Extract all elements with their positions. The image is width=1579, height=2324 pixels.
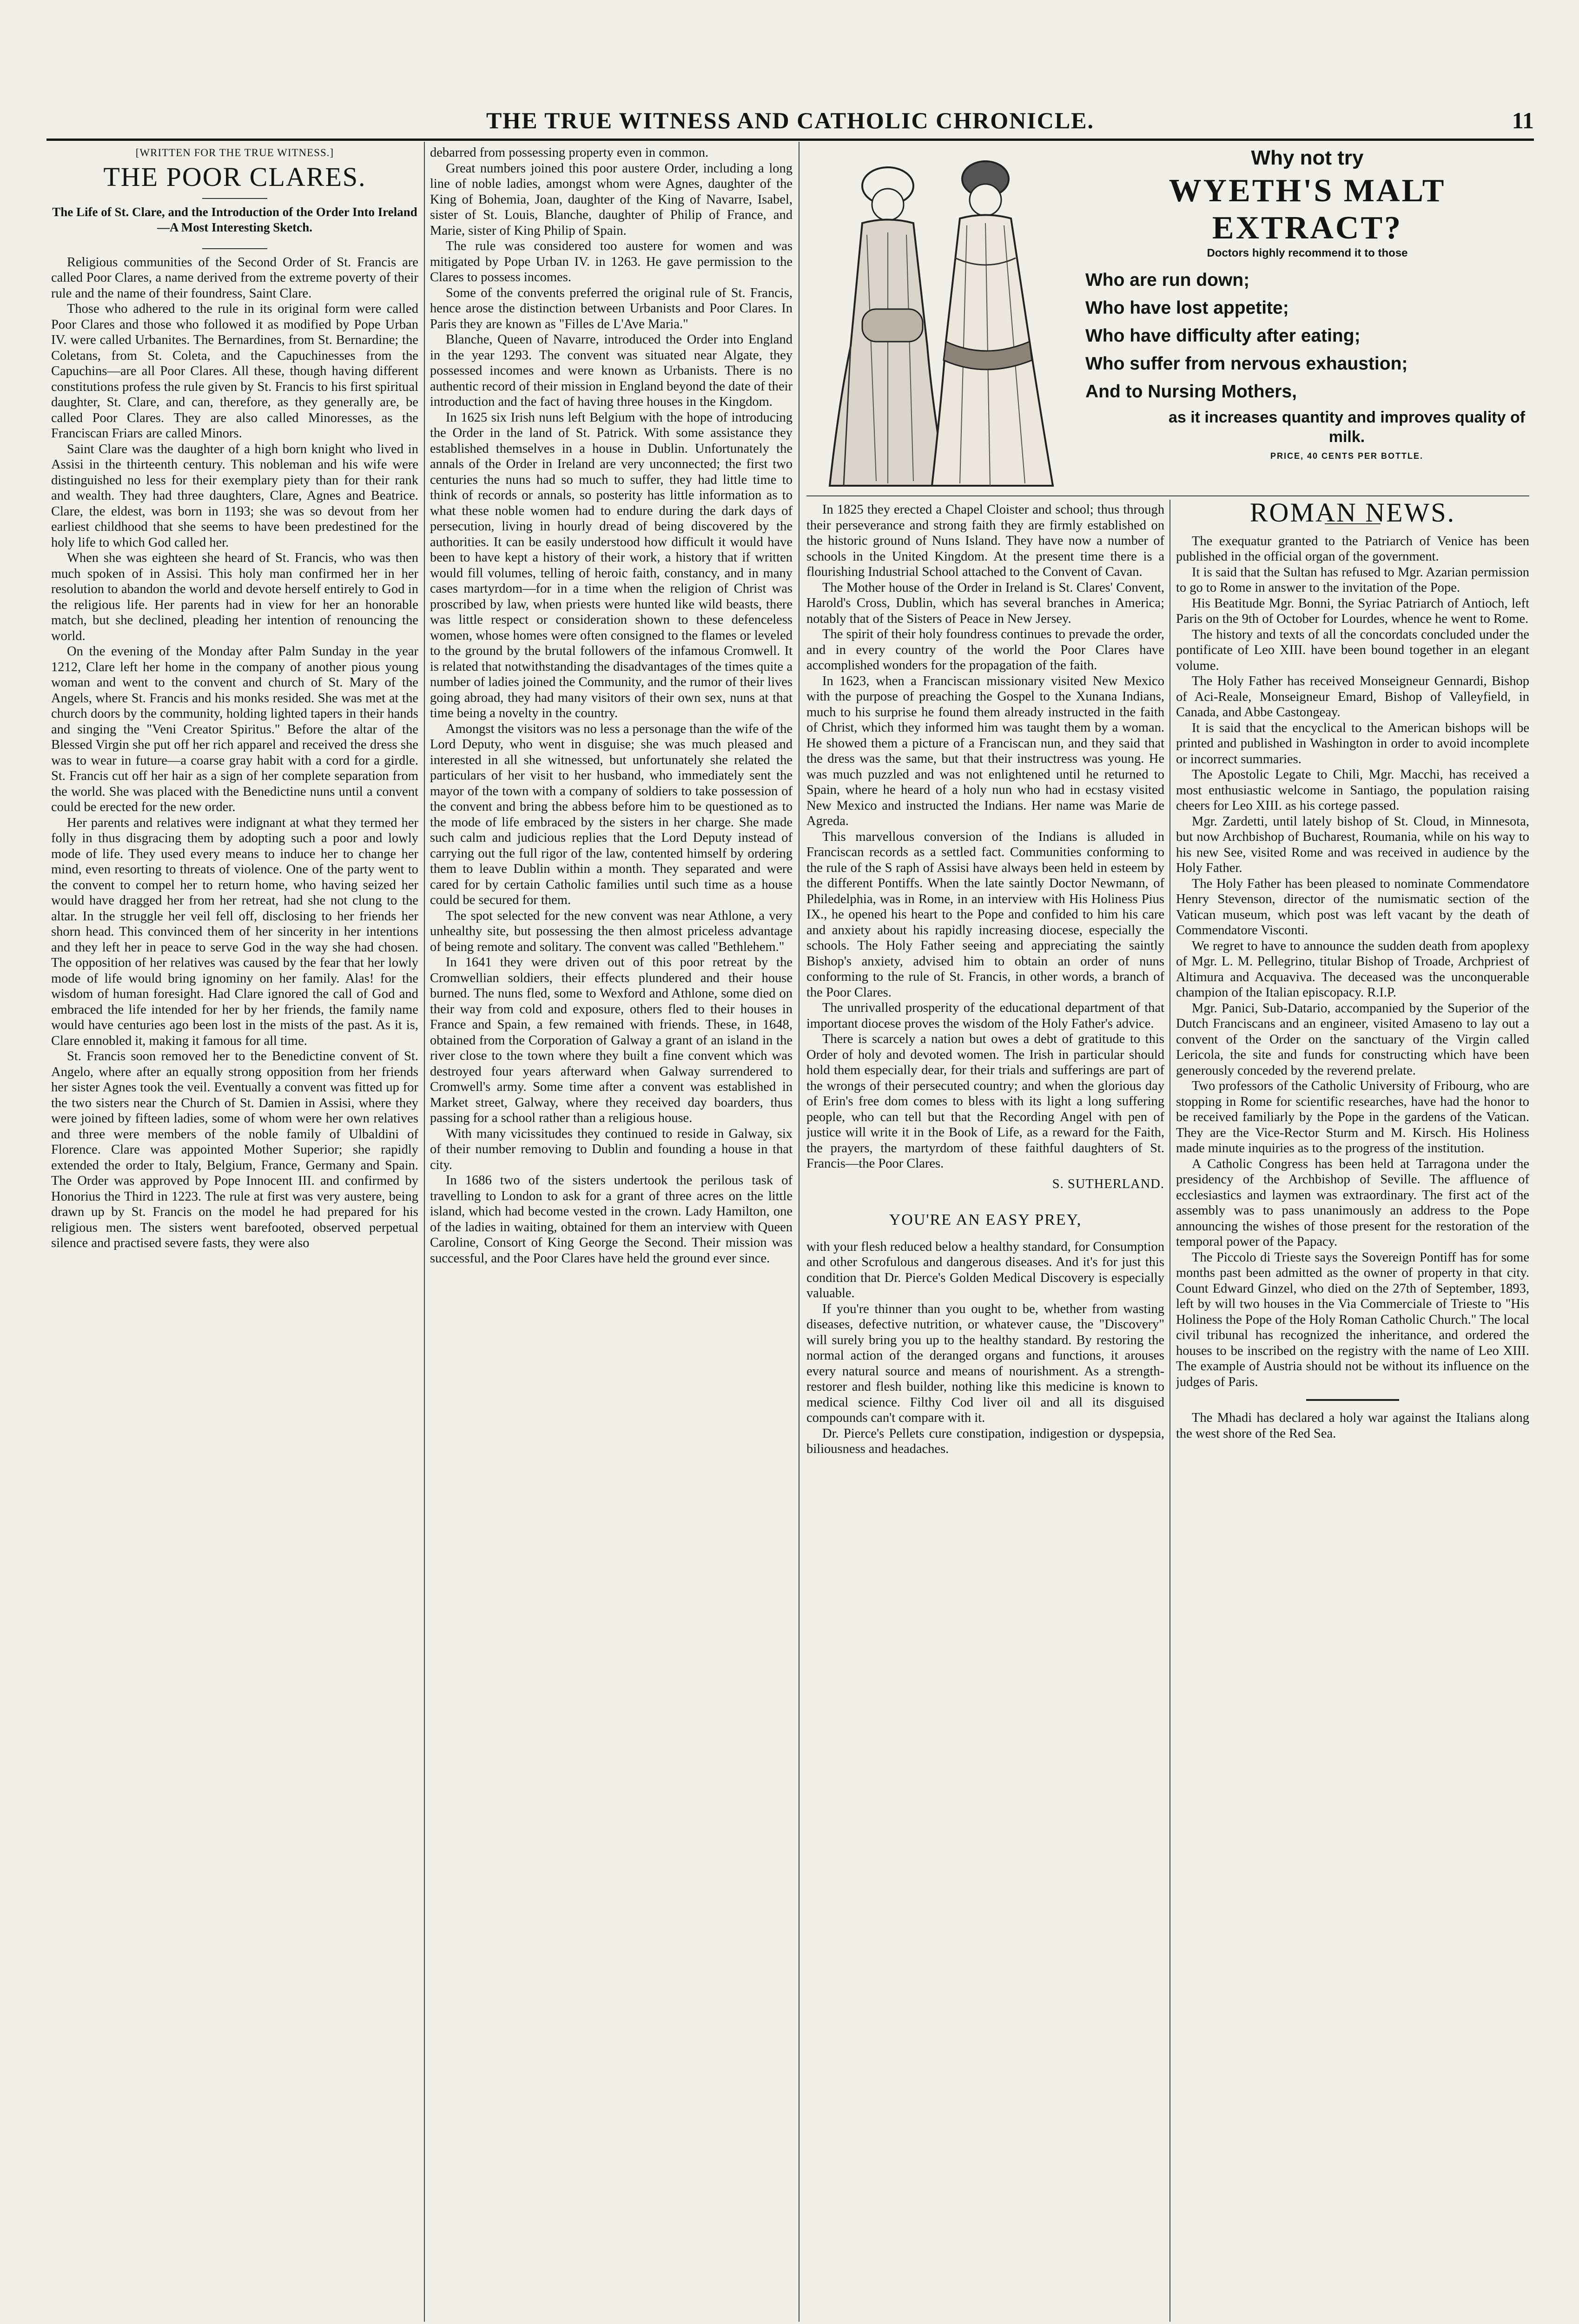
news-item: The Mhadi has declared a holy war against the Italians along the west shore of the Red Sea.: [1176, 1411, 1529, 1441]
ad-list-item: And to Nursing Mothers,: [1085, 382, 1297, 402]
ad-list-item: Who have difficulty after eating;: [1085, 326, 1361, 346]
paragraph: debarred from possessing property even in common.: [430, 145, 709, 160]
article-credit: [WRITTEN FOR THE TRUE WITNESS.]: [135, 147, 334, 158]
ad-text: [1085, 142, 1529, 461]
ad-price: PRICE, 40 CENTS PER BOTTLE.: [1270, 451, 1424, 461]
paragraph: In 1825 they erected a Chapel Cloister and school; thus through their perseverance and strong faith they are firmly established on the historic ground of Nuns Island. They have now a number of schools in the United Kingdom. At the present time there is a flourishing Industrial School attached to the Convent of Cavan.: [806, 502, 1164, 579]
ad-note: as it increases quantity and improves quality of milk.: [1168, 409, 1526, 446]
news-item: The Holy Father has been pleased to nominate Commendatore Henry Stevenson, director of the numismatic section of the Vatican museum, which post was left vacant by the death of Commendatore Visconti.: [1176, 876, 1529, 938]
column-3: [806, 502, 1164, 2324]
section-end-rule: [1306, 1399, 1399, 1401]
paragraph: Saint Clare was the daughter of a high born knight who lived in Assisi in the thirteenth century. This nobleman and his wife were distinguished no less for their exemplary piety than for their rank and wealth. They had three daughters, Clare, Agnes and Beatrice. Clare, the eldest, was born in 1193; she was so devout from her earliest childhood that she seems to have been predestined for the holy life to which God called her.: [51, 442, 418, 550]
paragraph: Religious communities of the Second Order of St. Francis are called Poor Clares, a name derived from the extreme poverty of their rule and the name of their foundress, Saint Clare.: [51, 255, 418, 301]
ad-list-item: Who suffer from nervous exhaustion;: [1085, 354, 1408, 374]
column-1: [51, 145, 418, 2324]
paragraph: The unrivalled prosperity of the educational department of that important diocese proves the wisdom of the Holy Father's advice.: [806, 1001, 1164, 1031]
paragraph: In 1641 they were driven out of this poor retreat by the Cromwellian soldiers, their effects plundered and their house burned. The nuns fled, some to Wexford and Athlone, some died on their way from cold and exposure, others fled to their houses in France and Spain, a few remained with friends. These, in 1648, obtained from the Corporation of Galway a grant of an island in the river close to the town where they built a fine convent which was destroyed four years afterward when Galway surrendered to Cromwell's army. Some time after a convent was established in Market street, Galway, where they received day boarders, thus passing for a school rather than a religious house.: [430, 955, 793, 1125]
header-rule: [46, 139, 1534, 141]
news-item: The Piccolo di Trieste says the Sovereign Pontiff has for some months past been admitted as the owner of property in that city. Count Edward Ginzel, who died on the 27th of September, 1893, left by will two houses in the Via Commerciale of Trieste to "His Holiness the Pope of the Holy Roman Catholic Church." The local civil tribunal has recognized the inheritance, and ordered the houses to be inscribed on the registry with the name of Leo XIII. The example of Austria should not be without its influence on the judges of Paris.: [1176, 1250, 1529, 1389]
paragraph: with your flesh reduced below a healthy standard, for Consumption and other Scrofulous and dangerous diseases. And it's for just this condition that Dr. Pierce's Golden Medical Discovery is especially valuable.: [806, 1239, 1164, 1301]
column-divider: [1169, 500, 1170, 2322]
paragraph: Some of the convents preferred the original rule of St. Francis, hence arose the distinction between Urbanists and Poor Clares. In Paris they are known as "Filles de L'Ave Maria.": [430, 285, 793, 331]
paragraph: The spirit of their holy foundress continues to prevade the order, and in every country of the world the Poor Clares have accomplished wonders for the propagation of the faith.: [806, 627, 1164, 673]
paragraph: In 1623, when a Franciscan missionary visited New Mexico with the purpose of preaching the Gospel to the Xunana Indians, much to his surprise he found them already instructed in the faith of Christ, which they informed him was taught them by a woman. He showed them a picture of a Franciscan nun, and they said that the dress was the same, but that their instructress was young. He was much puzzled and was not enlightened until he returned to Spain, where he heard of a holy nun who had in ecstasy visited New Mexico and instructed the Indians. Her name was Marie de Agreda.: [806, 673, 1164, 828]
paragraph: When she was eighteen she heard of St. Francis, who was then much spoken of in Assisi. This holy man confirmed her in her resolution to abandon the world and devote herself entirely to God in the religious life. Her parents had in view for her an honorable match, but she declined, pleading her intention of renouncing the world.: [51, 551, 418, 643]
news-item: The Holy Father has received Monseigneur Gennardi, Bishop of Aci-Reale, Monseigneur Emard, Bishop of Valleyfield, in Canada, and Abbe Castongeay.: [1176, 674, 1529, 720]
easy-prey-title: YOU'RE AN EASY PREY,: [889, 1211, 1082, 1228]
paragraph: The rule was considered too austere for women and was mitigated by Pope Urban IV. in 1263. He gave permission to the Clares to possess incomes.: [430, 239, 793, 284]
article-headline: THE POOR CLARES.: [103, 161, 366, 192]
roman-news-title: ROMAN NEWS.: [1249, 502, 1456, 528]
ad-list: [1085, 266, 1529, 406]
paragraph: Great numbers joined this poor austere Order, including a long line of noble ladies, amongst whom were Agnes, daughter of the King of Bohemia, Joan, daughter of the King of Navarre, Isabel, sister of St. Louis, Blanche, daughter of Philip of France, and Marie, sister of King Philip of Spain.: [430, 161, 793, 238]
column-2: [430, 145, 793, 2324]
paragraph: St. Francis soon removed her to the Benedictine convent of St. Angelo, where after an equally strong opposition from her friends her sister Agnes took the veil. Eventually a convent was fitted up for the two sisters near the Church of St. Damien in Assisi, where they were joined by fifteen ladies, some of whom were her own relatives and three were members of the noble family of Ulbaldini of Florence. Clare was appointed Mother Superior; she rapidly extended the order to Italy, Belgium, France, Germany and Spain. The Order was approved by Pope Innocent III. and confirmed by Honorius the Third in 1223. The rule at first was very austere, being drawn up by St. Francis on the model he had prepared for his religious men. The sisters went barefooted, observed perpetual silence and practised severe fasts, they were also: [51, 1049, 418, 1250]
paragraph: The Mother house of the Order in Ireland is St. Clares' Convent, Harold's Cross, Dublin, which has several branches in America; notably that of the Sisters of Peace in New Jersey.: [806, 580, 1164, 626]
news-item: Two professors of the Catholic University of Fribourg, who are stopping in Rome for scientific researches, have had the honor to be received familiarly by the Pope in the gardens of the Vatican. They are the Vice-Rector Sturm and M. Kirsch. His Holiness made minute inquiries as to the progress of the institution.: [1176, 1079, 1529, 1155]
ad-list-item: Who have lost appetite;: [1085, 298, 1289, 318]
news-item: The exequatur granted to the Patriarch of Venice has been published in the official organ of the government.: [1176, 534, 1529, 564]
ad-heading: Why not try: [1251, 146, 1364, 169]
ad-recommendation: Doctors highly recommend it to those: [1207, 247, 1408, 259]
paragraph: In 1625 six Irish nuns left Belgium with the hope of introducing the Order in the land of St. Patrick. With some assistance they established themselves in a house in Dublin. Unfortunately the annals of the Order in Ireland are very unconnected; the first two centuries the nuns had so much to suffer, they had little time to think of records or annals, so posterity has little information as to what these noble women had to endure during the dark days of persecution, living in hourly dread of being discovered by the authorities. It can be easily understood how difficult it would have been to have kept a history of their work, a history that if written would fill volumes, telling of heroic faith, constancy, and in many cases martyrdom—for in a time when the religion of Christ was proscribed by law, when priests were hunted like wild beasts, there was little respect or consideration shown to these defenceless women, whose homes were often consigned to the flames or leveled to the ground by the brutal followers of the infamous Cromwell. It is related that notwithstanding the disadvantages of the times quite a number of ladies joined the Community, and the rumor of their lives going abroad, they had many visitors of their own sex, nuns at that time being a novelty in the country.: [430, 410, 793, 720]
news-item: It is said that the Sultan has refused to Mgr. Azarian permission to go to Rome in answer to the invitation of the Pope.: [1176, 565, 1529, 595]
article-subhead: The Life of St. Clare, and the Introduction of the Order Into Ireland —A Most Interesting Sketch.: [52, 205, 417, 234]
news-item: The history and texts of all the concordats concluded under the pontificate of Leo XIII. have been bound together in an elegant volume.: [1176, 627, 1529, 673]
news-item: It is said that the encyclical to the American bishops will be printed and published in Washington in order to avoid incomplete or incorrect summaries.: [1176, 720, 1529, 766]
article-signature: S. SUTHERLAND.: [1052, 1176, 1164, 1191]
paragraph: Blanche, Queen of Navarre, introduced the Order into England in the year 1293. The convent was situated near Algate, they possessed incomes and were known as Urbanists. There is no authentic record of their mission in England beyond the date of their introduction and the fact of having three houses in the Kingdom.: [430, 332, 793, 409]
paragraph: On the evening of the Monday after Palm Sunday in the year 1212, Clare left her home in the company of another pious young woman and went to the convent and church of St. Mary of the Angels, where St. Francis and his monks resided. She was met at the church doors by the community, holding lighted tapers in their hands and singing the "Veni Creator Spiritus." Before the altar of the Blessed Virgin she put off her rich apparel and received the dress she was to wear in future—a coarse gray habit with a cord for a girdle. St. Francis cut off her hair as a sign of her complete separation from the world. She was placed with the Benedictine nuns until a convent could be erected for the new order.: [51, 644, 418, 814]
news-item: Mgr. Zardetti, until lately bishop of St. Cloud, in Minnesota, but now Archbishop of Bucharest, Roumania, while on his way to his new See, visited Rome and was received in audience by the Holy Father.: [1176, 814, 1529, 875]
ad-bottom-rule: [806, 495, 1529, 496]
news-item: His Beatitude Mgr. Bonni, the Syriac Patriarch of Antioch, left Paris on the 9th of October for Lourdes, whence he went to Rome.: [1176, 596, 1529, 626]
news-item: We regret to have to announce the sudden death from apoplexy of Mgr. L. M. Pellegrino, titular Bishop of Troade, Archpriest of Altimura and Acquaviva. The deceased was the unconquerable champion of the Italian episcopacy. R.I.P.: [1176, 938, 1529, 1000]
paragraph: With many vicissitudes they continued to reside in Galway, six of their number removing to Dublin and founding a house in that city.: [430, 1126, 793, 1172]
two-women-in-winter-coats-illustration: [806, 142, 1071, 495]
paragraph: If you're thinner than you ought to be, whether from wasting diseases, defective nutrition, or whatever cause, the "Discovery" will surely bring you up to the healthy standard. By restoring the normal action of the deranged organs and functions, it arouses every natural source and means of nourishment. As a strength-restorer and flesh builder, nothing like this medicine is known to medical science. Filthy Cod liver oil and all its disguised compounds can't compare with it.: [806, 1301, 1164, 1425]
article-body: [51, 255, 418, 1251]
column-4: [1176, 502, 1529, 2324]
news-item: A Catholic Congress has been held at Tarragona under the presidency of the Archbishop of Seville. The affluence of ecclesiastics and laymen was extraordinary. The first act of the assembly was to pass unanimously an address to the Pope announcing the wishes of those present for the restoration of the temporal power of the Papacy.: [1176, 1156, 1529, 1249]
ad-list-item: Who are run down;: [1085, 270, 1250, 290]
paragraph: There is scarcely a nation but owes a debt of gratitude to this Order of holy and devoted women. The Irish in particular should hold them especially dear, for their trials and sufferings are part of the wrongs of their persecuted country; and when the glorious day of Erin's free dom comes to bless with its light a long suffering people, who can tell but that the Recording Angel with pen of justice will write it in the Book of Life, as a reward for the Faith, the prayers, the martyrdom of these faithful daughters of St. Francis—the Poor Clares.: [806, 1032, 1164, 1171]
paragraph: In 1686 two of the sisters undertook the perilous task of travelling to London to ask for a grant of three acres on the little island, which had become vested in the crown. Lady Hamilton, one of the ladies in waiting, obtained for them an interview with Queen Caroline, Consort of King George the Second. Their mission was successful, and the Poor Clares have held the ground ever since.: [430, 1173, 793, 1266]
paragraph: Dr. Pierce's Pellets cure constipation, indigestion or dyspepsia, biliousness and headaches.: [806, 1426, 1164, 1456]
headline-rule: [202, 198, 267, 199]
paragraph: Her parents and relatives were indignant at what they termed her folly in thus disgracing them by adopting such a poor and lowly mode of life. They used every means to induce her to change her mind, even resorting to threats of violence. One of the party went to the convent to compel her to return home, who having seized her would have dragged her from her retreat, had she not clung to the altar. In the struggle her veil fell off, disclosing to her friends her shorn head. This convinced them of her sincerity in her intentions and they left her in peace to serve God in the way she had chosen. The opposition of her relatives was caused by the fear that her lowly mode of life would bring ignominy on her family. Alas! for the wisdom of human foresight. Had Clare ignored the call of God and embraced the life intended for her by her friends, the family name would have centuries ago been lost in the mists of the past. As it is, Clare ennobled it, making it famous for all time.: [51, 815, 418, 1048]
paragraph: This marvellous conversion of the Indians is alluded in Franciscan records as a settled fact. Communities conforming to the rule of the S raph of Assisi have always been held in esteem by the different Pontiffs. When the late saintly Doctor Newmann, of Philedelphia, was in Rome, in an interview with His Holiness Pius IX., he opened his heart to the Pope and confided to him his care and anxiety about his rapidly increasing diocese, especially the schools. The Holy Father seeing and appreciating the saintly Bishop's anxiety, advised him to obtain an order of nuns conforming to the rule of St. Francis, in other words, a branch of the Poor Clares.: [806, 829, 1164, 1000]
news-item: The Apostolic Legate to Chili, Mgr. Macchi, has received a most enthusiastic welcome in Santiago, the population raising cheers for Leo XIII. as his cortege passed.: [1176, 767, 1529, 813]
wyeths-malt-extract-ad: [806, 142, 1529, 495]
paragraph: Amongst the visitors was no less a personage than the wife of the Lord Deputy, who went in disguise; she was much pleased and interested in all she witnessed, but unfortunately she related the particulars of her visit to her husband, who immediately sent the mayor of the town with a company of soldiers to take possession of the convent and bring the abbess before him to be questioned as to the mode of life embraced by the sisters in her charge. She made such calm and judicious replies that the Lord Deputy instead of carrying out the full rigor of the law, contented himself by ordering them to leave Dublin within a month. They separated and were cared for by certain Catholic families until such time as a house could be secured for them.: [430, 721, 793, 907]
news-item: Mgr. Panici, Sub-Datario, accompanied by the Superior of the Dutch Franciscans and an engineer, visited Amaseno to lay out a convent of the Order on the sanctuary of the Virgin called Lericola, the site and funds for constructing which have been generously conceded by the reverend prelate.: [1176, 1001, 1529, 1078]
page-header: [46, 107, 1534, 139]
column-divider: [424, 142, 425, 2322]
paragraph: The spot selected for the new convent was near Athlone, a very unhealthy site, but possessing the then almost priceless advantage of being remote and solitary. The convent was called "Bethlehem.": [430, 908, 793, 954]
page-number: 11: [1512, 107, 1534, 133]
paragraph: Those who adhered to the rule in its original form were called Poor Clares and those who followed it as modified by Pope Urban IV. were called Urbanites. The Bernardines, from St. Bernardine; the Coletans, from St. Coleta, and the Capuchinesses from the Capuchins—are all Poor Clares. All these, though having different constitutions profess the rule given by St. Francis to his first spiritual daughter, St. Clare, and can, therefore, as they generally are, be called Poor Clares. They are also called Minoresses, as the Franciscan Friars are called Minors.: [51, 302, 418, 441]
newspaper-title: THE TRUE WITNESS AND CATHOLIC CHRONICLE.: [486, 107, 1095, 133]
subhead-rule: [202, 248, 267, 249]
ad-product-name: WYETH'S MALT EXTRACT?: [1169, 173, 1446, 246]
